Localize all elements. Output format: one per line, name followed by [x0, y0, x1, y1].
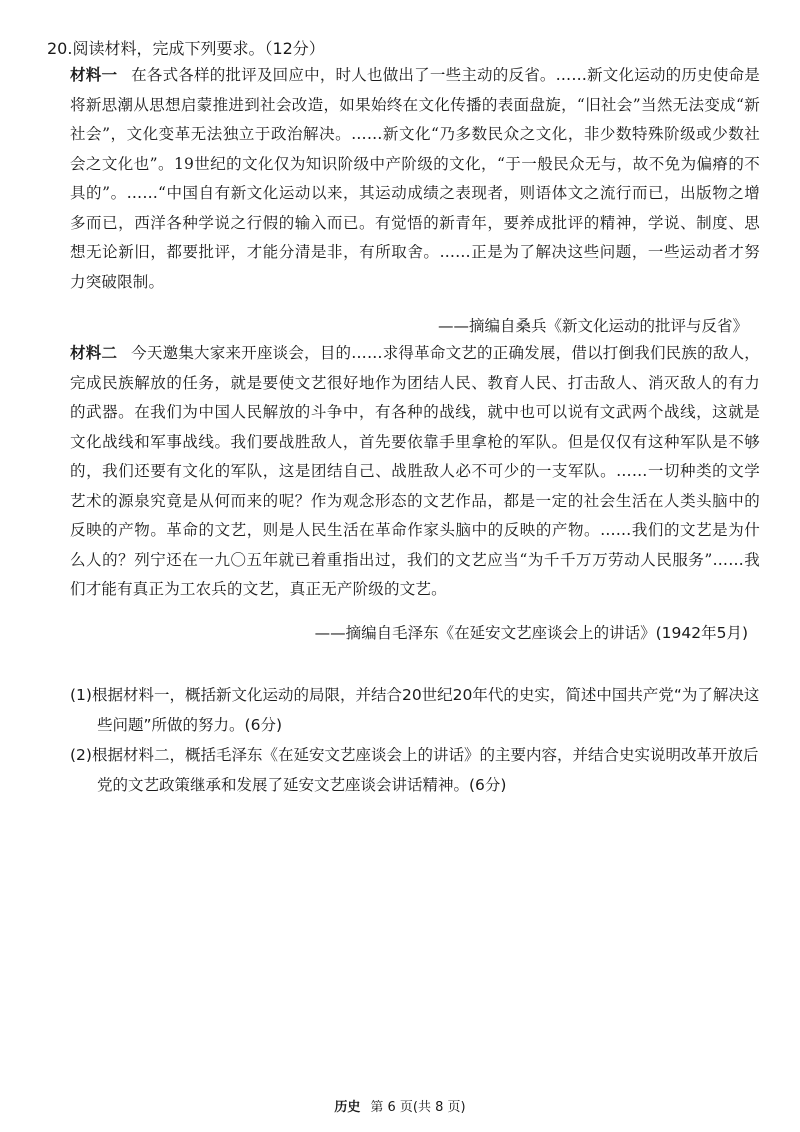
- material-two-text: 今天邀集大家来开座谈会，目的……求得革命文艺的正确发展，借以打倒我们民族的敌人，完成民族解放的任务，就是要使文艺很好地作为团结人民、教育人民、打击敌人、消灭敌人的有力的武器。在我们为中国人民解放的斗争中，有各种的战线，就中也可以说有文武两个战线，这就是文化战线和军事战线。我们要战胜敌人，首先要依靠手里拿枪的军队。但是仅仅有这种军队是不够的，我们还要有文化的军队，这是团结自己、战胜敌人必不可少的一支军队。……一切种类的文学艺术的源泉究竟是从何而来的呢？作为观念形态的文艺作品，都是一定的社会生活在人类头脑中的反映的产物。革命的文艺，则是人民生活在革命作家头脑中的反映的产物。……我们的文艺是为什么人的？列宁还在一九〇五年就已着重指出过，我们的文艺应当“为千千万万劳动人民服务”……我们才能有真正为工农兵的文艺，真正无产阶级的文艺。: [70, 344, 760, 598]
- material-two-source: ——摘编自毛泽东《在延安文艺座谈会上的讲话》(1942年5月): [314, 624, 748, 642]
- footer-page-number: 第 6 页(共 8 页): [370, 1100, 466, 1115]
- material-two: [70, 339, 760, 605]
- subquestion-1: [70, 680, 760, 740]
- question-title: 20.阅读材料，完成下列要求。（12分）: [47, 39, 325, 58]
- material-one-text: 在各式各样的批评及回应中，时人也做出了一些主动的反省。……新文化运动的历史使命是将新思潮从思想启蒙推进到社会改造，如果始终在文化传播的表面盘旋，“旧社会”当然无法变成“新社会”，文化变革无法独立于政治解决。……新文化“乃多数民众之文化，非少数特殊阶级或少数社会之文化也”。19世纪的文化仅为知识阶级中产阶级的文化，“于一般民众无与，故不免为偏瘠的不具的”。……“中国自有新文化运动以来，其运动成绩之表现者，则语体文之流行而已，出版物之增多而已，西洋各种学说之行假的输入而已。有觉悟的新青年，要养成批评的精神，学说、制度、思想无论新旧，都要批评，才能分清是非，有所取舍。……正是为了解决这些问题，一些运动者才努力突破限制。: [70, 66, 760, 291]
- subquestion-1-text: (1)根据材料一，概括新文化运动的局限，并结合20世纪20年代的史实，简述中国共产党“为了解决这些问题”所做的努力。(6分): [70, 686, 760, 734]
- material-one: [70, 61, 760, 297]
- footer-subject: 历史: [334, 1100, 361, 1115]
- material-one-label: 材料一: [70, 66, 118, 84]
- subquestion-2: [70, 740, 760, 800]
- material-one-source: ——摘编自桑兵《新文化运动的批评与反省》: [437, 317, 748, 335]
- material-two-label: 材料二: [70, 344, 118, 362]
- subquestion-2-text: (2)根据材料二，概括毛泽东《在延安文艺座谈会上的讲话》的主要内容，并结合史实说明改革开放后党的文艺政策继承和发展了延安文艺座谈会讲话精神。(6分): [70, 746, 759, 794]
- page-footer: [0, 1096, 800, 1115]
